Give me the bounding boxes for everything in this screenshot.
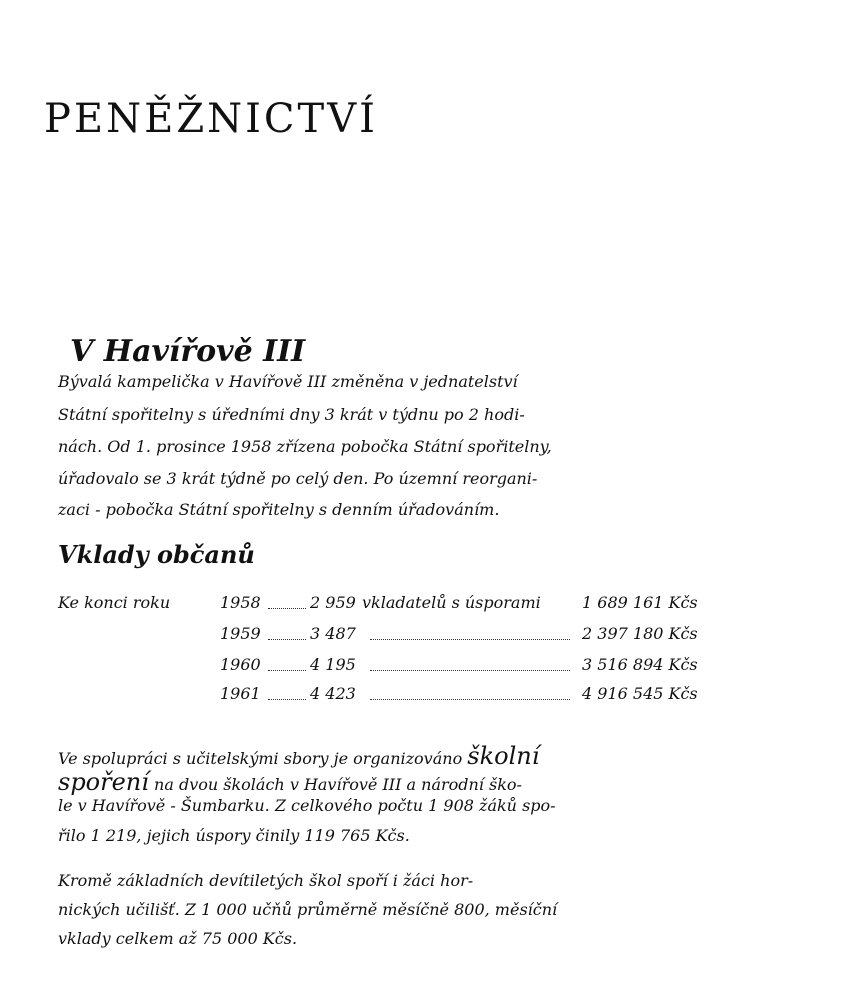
deposit-amount: 1 689 161 Kčs — [582, 593, 698, 612]
school-line — [58, 742, 539, 770]
apprentice-line: Kromě základních devítiletých škol spoří i žáci hor- — [58, 871, 474, 890]
deposit-depositors: 3 487 — [310, 624, 356, 643]
deposit-amount: 4 916 545 Kčs — [582, 684, 698, 703]
dot-leader — [370, 670, 570, 671]
apprentice-line: nických učilišť. Z 1 000 učňů průměrně měsíčně 800, měsíční — [58, 900, 558, 919]
dot-leader — [268, 699, 306, 700]
deposit-depositors: 2 959 — [310, 593, 356, 612]
dot-leader — [268, 670, 306, 671]
school-line: řilo 1 219, jejich úspory činily 119 765 Kčs. — [58, 826, 410, 845]
deposit-year: 1960 — [220, 655, 261, 674]
school-line-text: na dvou školách v Havířově III a národní ško- — [154, 775, 522, 794]
dot-leader — [370, 639, 570, 640]
school-emphasis: spoření — [58, 768, 149, 796]
deposit-year: 1958 — [220, 593, 261, 612]
section-line: Státní spořitelny s úředními dny 3 krát v týdnu po 2 hodi- — [58, 405, 525, 424]
deposit-year: 1961 — [220, 684, 261, 703]
school-line — [58, 768, 522, 796]
apprentice-line: vklady celkem až 75 000 Kčs. — [58, 929, 298, 948]
deposits-row-label: Ke konci roku — [58, 593, 171, 612]
depositors-label: vkladatelů s úsporami — [362, 593, 541, 612]
dot-leader — [370, 699, 570, 700]
deposit-depositors: 4 423 — [310, 684, 356, 703]
school-line: le v Havířově - Šumbarku. Z celkového počtu 1 908 žáků spo- — [58, 796, 556, 815]
section-line: úřadovalo se 3 krát týdně po celý den. Po územní reorgani- — [58, 469, 538, 488]
section-heading: V Havířově III — [70, 334, 306, 369]
dot-leader — [268, 608, 306, 609]
section-line: nách. Od 1. prosince 1958 zřízena pobočka Státní spořitelny, — [58, 437, 552, 456]
dot-leader — [268, 639, 306, 640]
deposits-heading: Vklady občanů — [58, 540, 255, 569]
deposit-amount: 2 397 180 Kčs — [582, 624, 698, 643]
section-line: zaci - pobočka Státní spořitelny s denním úřadováním. — [58, 500, 500, 519]
school-line-text: Ve spolupráci s učitelskými sbory je organizováno — [58, 749, 463, 768]
section-line: Bývalá kampelička v Havířově III změněna v jednatelství — [58, 372, 518, 391]
page-title: PENĚŽNICTVÍ — [44, 96, 378, 142]
deposit-depositors: 4 195 — [310, 655, 356, 674]
deposit-amount: 3 516 894 Kčs — [582, 655, 698, 674]
school-emphasis: školní — [467, 742, 540, 770]
deposit-year: 1959 — [220, 624, 261, 643]
